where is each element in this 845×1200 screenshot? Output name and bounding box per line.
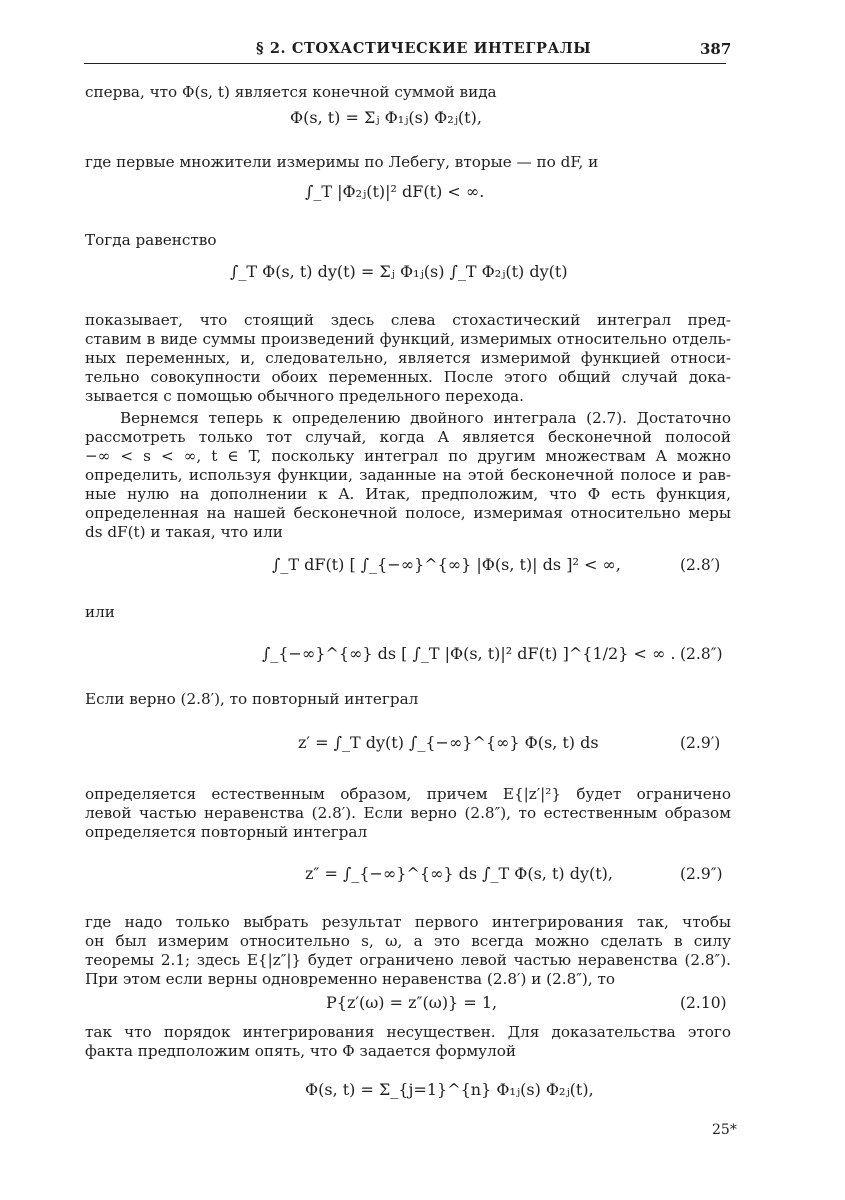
equation-number-2-8-prime: (2.8′) (680, 556, 721, 574)
page-number: 387 (700, 40, 732, 58)
equation-number-2-10: (2.10) (680, 994, 727, 1012)
equation-phi-finite-sum: Φ(s, t) = Σ_{j=1}^{n} Φ₁ⱼ(s) Φ₂ⱼ(t), (305, 1080, 594, 1099)
paragraph-5 (85, 409, 731, 542)
text-line: определенная на нашей бесконечной полосе, измеримая относительно меры (85, 504, 731, 522)
paragraph-1 (85, 83, 731, 102)
text-line: или (85, 603, 115, 621)
paragraph-8 (85, 785, 731, 842)
text-line: Тогда равенство (85, 231, 217, 249)
text-line: рассмотреть только тот случай, когда A является бесконечной полосой (85, 428, 731, 446)
text-line: он был измерим относительно s, ω, а это всегда можно сделать в силу (85, 932, 731, 950)
paragraph-7 (85, 690, 731, 709)
text-line: ных переменных, и, следовательно, является измеримой функцией относи- (85, 349, 731, 367)
printer-signature: 25* (712, 1122, 737, 1138)
paragraph-2 (85, 153, 731, 172)
text-line: ds dF(t) и такая, что или (85, 523, 283, 541)
text-line: ные нулю на дополнении к A. Итак, предположим, что Φ есть функция, (85, 485, 731, 503)
running-head: § 2. СТОХАСТИЧЕСКИЕ ИНТЕГРАЛЫ (256, 40, 592, 57)
text-line: определяется повторный интеграл (85, 823, 368, 841)
equation-phi-sum: Φ(s, t) = Σⱼ Φ₁ⱼ(s) Φ₂ⱼ(t), (290, 108, 482, 127)
text-line: левой частью неравенства (2.8′). Если верно (2.8″), то естественным образом (85, 804, 731, 822)
equation-2-8-double-prime: ∫_{−∞}^{∞} ds [ ∫_T |Φ(s, t)|² dF(t) ]^{1/2} < ∞ . (262, 644, 676, 663)
text-line: где первые множители измеримы по Лебегу, вторые — по dF, и (85, 153, 599, 171)
equation-number-2-9-prime: (2.9′) (680, 734, 721, 752)
paragraph-6 (85, 603, 731, 622)
paragraph-9 (85, 913, 731, 989)
equation-2-8-prime: ∫_T dF(t) [ ∫_{−∞}^{∞} |Φ(s, t)| ds ]² < ∞, (272, 555, 621, 574)
text-line: тельно совокупности обоих переменных. После этого общий случай дока- (85, 368, 731, 386)
text-line: сперва, что Φ(s, t) является конечной суммой вида (85, 83, 497, 101)
equation-integral-condition: ∫_T |Φ₂ⱼ(t)|² dF(t) < ∞. (305, 182, 485, 201)
text-line: определяется естественным образом, причем E{|z′|²} будет ограничено (85, 785, 731, 803)
paragraph-4 (85, 311, 731, 406)
text-line: ставим в виде суммы произведений функций, измеримых относительно отдель- (85, 330, 731, 348)
equation-2-9-double-prime: z″ = ∫_{−∞}^{∞} ds ∫_T Φ(s, t) dy(t), (305, 864, 614, 883)
text-line: так что порядок интегрирования несуществен. Для доказательства этого (85, 1023, 731, 1041)
text-line: −∞ < s < ∞, t ∈ T, поскольку интеграл по другим множествам A можно (85, 447, 731, 465)
equation-2-9-prime: z′ = ∫_T dy(t) ∫_{−∞}^{∞} Φ(s, t) ds (298, 733, 599, 752)
text-line: где надо только выбрать результат первого интегрирования так, чтобы (85, 913, 731, 931)
header-rule (84, 63, 726, 64)
text-line: При этом если верны одновременно неравенства (2.8′) и (2.8″), то (85, 970, 616, 988)
paragraph-3 (85, 231, 731, 250)
text-line: теоремы 2.1; здесь E{|z″|} будет ограничено левой частью неравенства (2.8″). (85, 951, 731, 969)
text-line: Вернемся теперь к определению двойного интеграла (2.7). Достаточно (120, 409, 731, 427)
equation-2-10: P{z′(ω) = z″(ω)} = 1, (326, 993, 498, 1012)
equation-number-2-8-double-prime: (2.8″) (680, 645, 723, 663)
paragraph-10 (85, 1023, 731, 1061)
equation-number-2-9-double-prime: (2.9″) (680, 865, 723, 883)
text-line: Если верно (2.8′), то повторный интеграл (85, 690, 419, 708)
text-line: факта предположим опять, что Φ задается формулой (85, 1042, 517, 1060)
text-line: определить, используя функции, заданные на этой бесконечной полосе и рав- (85, 466, 731, 484)
text-line: зывается с помощью обычного предельного перехода. (85, 387, 524, 405)
text-line: показывает, что стоящий здесь слева стохастический интеграл пред- (85, 311, 731, 329)
equation-stochastic-equality: ∫_T Φ(s, t) dy(t) = Σⱼ Φ₁ⱼ(s) ∫_T Φ₂ⱼ(t) dy(t) (230, 262, 568, 281)
